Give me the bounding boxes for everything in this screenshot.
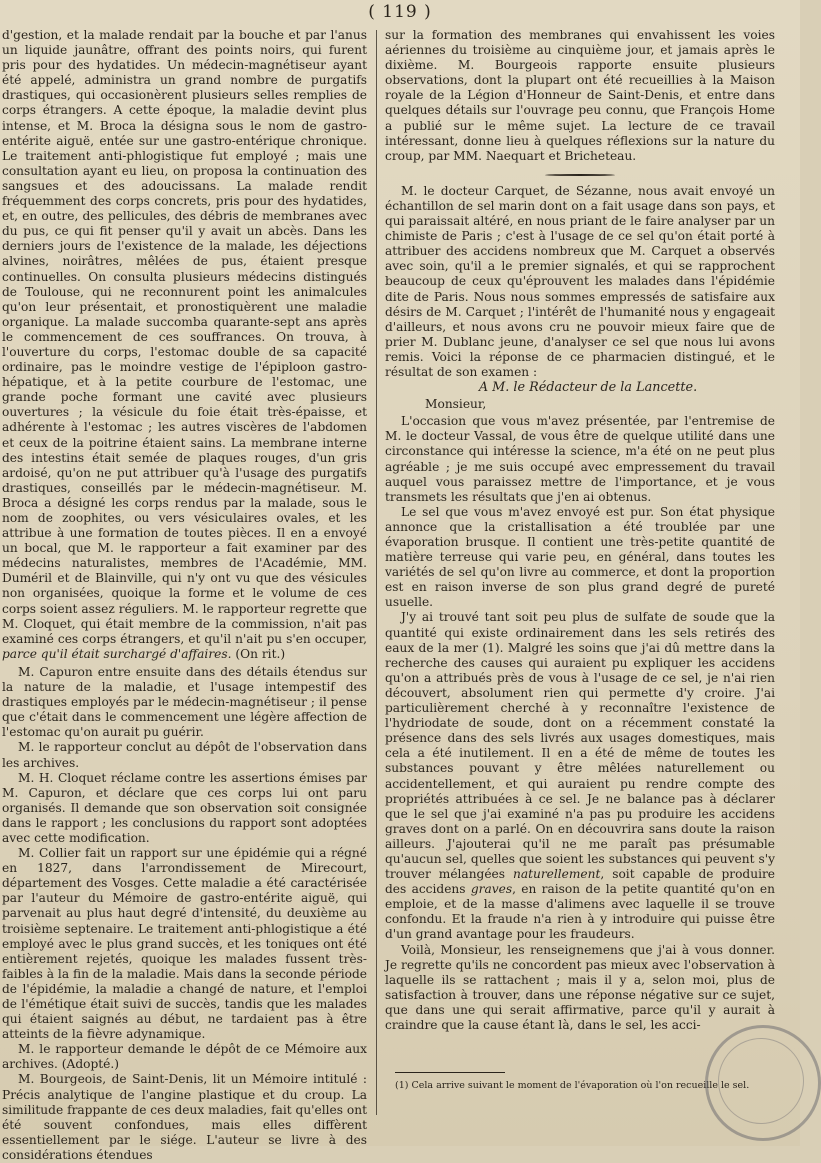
letter-paragraph-1: L'occasion que vous m'avez présentée, par l'entremise de M. le docteur Vassal, de vous être de quelque utilité dans une circonstance qui intéresse la science, m'a été on ne peut plus agréable ; je me suis occupé avec empressement du travail auquel vous paraissez mettre de l'importance, et je vous transmets les résultats que j'en ai obtenus. [385,414,775,504]
left-paragraph-3: M. le rapporteur conclut au dépôt de l'observation dans les archives. [2,740,367,770]
letter-heading: A M. le Rédacteur de la Lancette. [478,380,698,396]
left-paragraph-7: M. Bourgeois, de Saint-Denis, lit un Mémoire intitulé : Précis analytique de l'angine plastique et du croup. La similitude frappante de ces deux maladies, fait qu'elles ont été souvent confondues, mais elles diffèrent essentiellement par le siége. L'auteur se livre à des considérations étendues [2,1072,367,1162]
left-paragraph-5: M. Collier fait un rapport sur une épidémie qui a régné en 1827, dans l'arrondissement de Mirecourt, département des Vosges. Cette maladie a été caractérisée par l'auteur du Mémoire de gastro-entérite aiguë, qui parvenait au plus haut degré d'intensité, du deuxième au troisième septenaire. Le traitement anti-phlogistique a été employé avec le plus grand succès, et les toniques ont été entièrement rejetés, quoique les malades fussent très-faibles à la fin de la maladie. Mais dans la seconde période de l'épidémie, la maladie a changé de nature, et l'emploi de l'émétique était suivi de succès, tandis que les malades qui étaient saignés au début, ne tardaient pas à être atteints de la fièvre adynamique. [2,846,367,1042]
footnote-rule [395,1072,505,1073]
left-paragraph-1-text: d'gestion, et la malade rendait par la bouche et par l'anus un liquide jaunâtre, offrant des points noirs, qui furent pris pour des hydatides. Un médecin-magnétiseur ayant été appelé, administra un grand nombre de purgatifs drastiques, qui occasionèrent plusieurs selles remplies de corps étrangers. A cette époque, la maladie devint plus intense, et M. Broca la désigna sous le nom de gastro-entérite aiguë, entée sur une gastro-entérique chronique. Le traitement anti-phlogistique fut employé ; mais une consultation ayant eu lieu, on proposa la continuation des sangsues et des adoucissans. La malade rendit fréquemment des corps concrets, pris pour des hydatides, et, en outre, des pellicules, des débris de membranes avec du pus, ce qui fit penser qu'il y avait un abcès. Dans les derniers jours de l'existence de la malade, les déjections alvines, noirâtres, mêlées de pus, étaient presque continuelles. On consulta plusieurs médecins distingués de Toulouse, qui ne reconnurent point les animalcules qu'on leur présentait, et pronostiquèrent une maladie organique. La malade succomba quarante-sept ans après le commencement de ces souffrances. On trouva, à l'ouverture du corps, l'estomac double de sa capacité ordinaire, pas le moindre vestige de l'épiploon gastro-hépatique, et à la petite courbure de l'estomac, une grande poche formant une cavité avec plusieurs ouvertures ; la vésicule du foie était très-épaisse, et adhérente à l'estomac ; les autres viscères de l'abdomen et ceux de la poitrine étaient sains. La membrane interne des intestins était semée de plaques rouges, d'un gris ardoisé, qu'on ne put attribuer qu'à l'usage des purgatifs drastiques, conseillés par le médecin-magnétiseur. M. Broca a désigné les corps rendus par la malade, sous le nom de zoophites, ou vers vésiculaires ovales, et les attribue à une formation de toutes pièces. Il en a envoyé un bocal, que M. le rapporteur a fait examiner par des médecins naturalistes, membres de l'Académie, MM. Duméril et de Blainville, qui n'y ont vu que des vésicules non organisées, quoique la forme et le volume de ces corps soient assez réguliers. M. le rapporteur regrette que M. Cloquet, qui était membre de la commission, n'ait pas examiné ces corps étrangers, et qu'il n'ait pu s'en occuper, [2,28,367,646]
letter-paragraph-2: Le sel que vous m'avez envoyé est pur. Son état physique annonce que la cristallisation a été troublée par une évaporation brusque. Il contient une très-petite quantité de matière terreuse qui varie peu, en général, dans toutes les variétés de sel qu'on livre au commerce, et dont la proportion est en raison inverse de son plus grand degré de pureté usuelle. [385,504,775,610]
right-column [385,28,775,1088]
left-column [2,28,367,1162]
italic-naturellement: naturellement [512,867,601,882]
left-paragraph-4: M. H. Cloquet réclame contre les assertions émises par M. Capuron, et déclare que ces corps lui ont paru organisés. Il demande que son observation soit consignée dans le rapport ; les conclusions du rapport sont adoptées avec cette modification. [2,770,367,845]
letter-paragraph-3 [385,610,775,942]
letter-paragraph-4: Voilà, Monsieur, les renseignemens que j'ai à vous donner. Je regrette qu'ils ne concordent pas mieux avec l'observation à laquelle ils se rattachent ; mais il y a, selon moi, plus de satisfaction à trouver, dans une réponse négative sur ce sujet, que dans une qui serait affirmative, parce qu'il y aurait à craindre que la cause étant là, dans le sel, les acci- [385,942,775,1032]
italic-phrase: parce qu'il était surchargé d'affaires. [2,646,232,661]
laughter-note: (On rit.) [231,646,286,661]
letter-paragraph-3-end: , en raison de la petite quantité qu'on en emploie, et de la masse d'alimens avec laquelle il se trouve confondu. Et la fraude n'a rien à y introduire qui puisse être d'un grand avantage pour les fraudeurs. [385,882,775,942]
carquet-paragraph: M. le docteur Carquet, de Sézanne, nous avait envoyé un échantillon de sel marin dont on a fait usage dans son pays, et qui paraissait altéré, en nous priant de le faire analyser par un chimiste de Paris ; c'est à l'usage de ce sel qu'on était porté à attribuer des accidens nombreux que M. Carquet a observés avec soin, qu'il a le premier signalés, et qui se rapprochent beaucoup de ceux qu'éprouvent les malades dans l'épidémie dite de Paris. Nous nous sommes empressés de satisfaire aux désirs de M. Carquet ; l'intérêt de l'humanité nous y engageait d'ailleurs, et nous avons cru ne pouvoir mieux faire que de prier M. Dublanc jeune, d'analyser ce sel que nous lui avons remis. Voici la réponse de ce pharmacien distingué, et le résultat de son examen : [385,183,775,379]
left-paragraph-6: M. le rapporteur demande le dépôt de ce Mémoire aux archives. (Adopté.) [2,1042,367,1072]
library-stamp [705,1025,821,1141]
letter-paragraph-3-text: J'y ai trouvé tant soit peu plus de sulfate de soude que la quantité qui existe ordinairement dans les sels retirés des eaux de la mer (1). Malgré les soins que j'ai dû mettre dans la recherche des causes qui auraient pu expliquer les accidens qu'on a attribués près de vous à l'usage de ce sel, je n'ai rien découvert, absolument rien qui permette d'y croire. J'ai particulièrement cherché à y reconnaître l'existence de l'hydriodate de soude, dont on a récemment constaté la présence dans des sels livrés aux usages domestiques, mais cela a été inutilement. Il en a été de même de toutes les substances pouvant y être mêlées naturellement ou accidentellement, et qui auraient pu rendre compte des propriétés attribuées à ce sel. Je ne balance pas à déclarer que le sel que j'ai examiné n'a pas pu produire les accidens graves dont on a parlé. On en découvrira sans doute la raison ailleurs. J'ajouterai qu'il ne me paraît pas présumable qu'aucun sel, quelles que soient les substances qui peuvent s'y trouver mélangées [385,610,775,882]
left-paragraph-2: M. Capuron entre ensuite dans des détails étendus sur la nature de la maladie, et l'usage intempestif des drastiques employés par le médecin-magnétiseur ; il pense que c'était dans le commencement une légère affection de l'estomac qu'on aurait pu guérir. [2,664,367,740]
section-separator [545,174,615,176]
column-divider [376,30,377,1115]
page-number: ( 119 ) [368,2,432,22]
left-paragraph-1 [2,28,367,662]
italic-graves: graves [470,882,513,897]
right-paragraph-top: sur la formation des membranes qui envahissent les voies aériennes du troisième au cinquième jour, et jamais après le dixième. M. Bourgeois rapporte ensuite plusieurs observations, dont la plupart ont été recueillies à la Maison royale de la Légion d'Honneur de Saint-Denis, et entre dans quelques détails sur l'ouvrage peu connu, que François Home a publié sur le même sujet. La lecture de ce travail intéressant, donne lieu à quelques réflexions sur la nature du croup, par MM. Naequart et Bricheteau. [385,28,775,163]
letter-salutation: Monsieur, [425,397,487,412]
footnote: (1) Cela arrive suivant le moment de l'évaporation où l'on recueille le sel. [395,1080,750,1091]
letter-paragraph-3-mid: , soit capable de produire des accidens [385,867,776,897]
